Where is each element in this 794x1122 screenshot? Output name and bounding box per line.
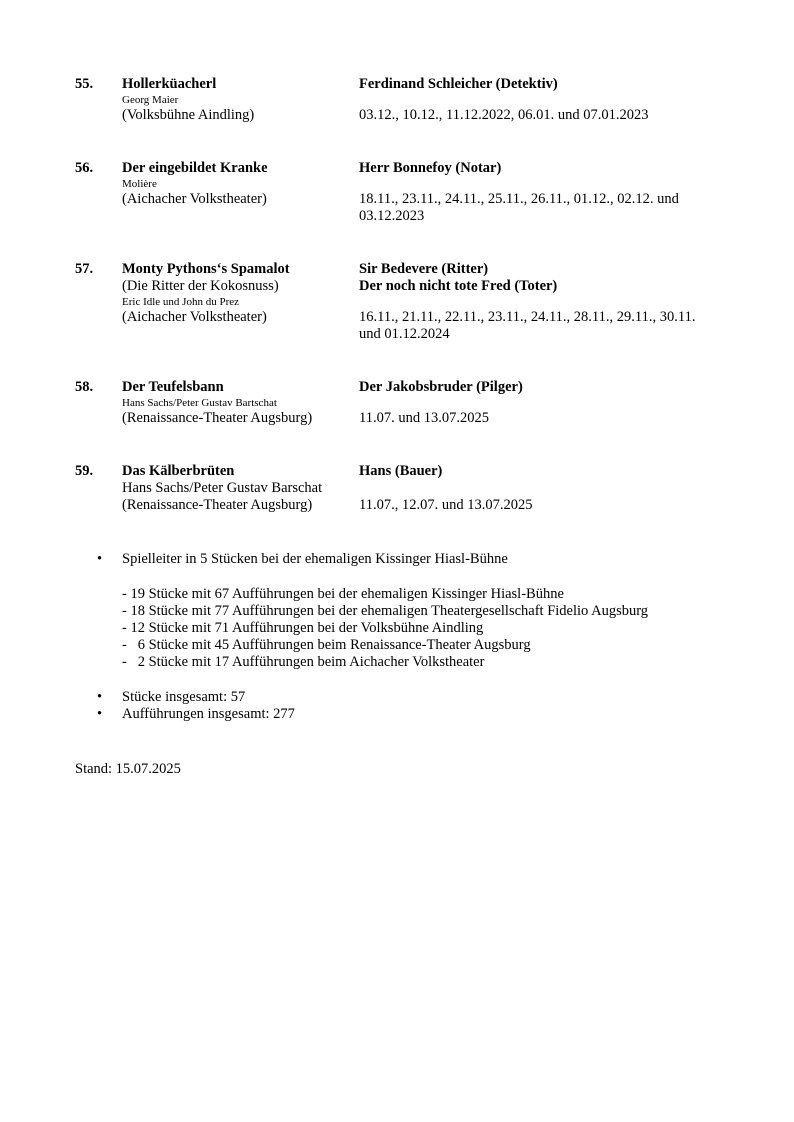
summary-breakdown-list <box>122 586 648 671</box>
play-info <box>122 261 354 326</box>
role-info <box>359 379 719 427</box>
role-name: Herr Bonnefoy (Notar) <box>359 160 502 176</box>
play-author: Hans Sachs/Peter Gustav Bartschat <box>122 397 277 409</box>
stand-date: Stand: 15.07.2025 <box>75 761 181 777</box>
performance-dates: 03.12., 10.12., 11.12.2022, 06.01. und 07.01.2023 <box>359 107 649 123</box>
performance-dates: 11.07. und 13.07.2025 <box>359 410 489 426</box>
total-performances-text: Aufführungen insgesamt: 277 <box>122 706 295 722</box>
play-title: Der Teufelsbann <box>122 379 224 395</box>
play-info <box>122 379 354 427</box>
theater-name: (Aichacher Volkstheater) <box>122 309 267 325</box>
entry-number: 56. <box>75 160 94 176</box>
play-title: Der eingebildet Kranke <box>122 160 268 176</box>
bullet-icon: • <box>97 706 103 722</box>
bullet-icon: • <box>97 689 103 705</box>
play-title: Das Kälberbrüten <box>122 463 235 479</box>
play-info <box>122 160 354 208</box>
play-info <box>122 76 354 124</box>
total-plays-text: Stücke insgesamt: 57 <box>122 689 246 705</box>
breakdown-item: - 19 Stücke mit 67 Aufführungen bei der ehemaligen Kissinger Hiasl-Bühne <box>122 586 564 602</box>
play-subtitle: (Die Ritter der Kokosnuss) <box>122 278 279 294</box>
play-author: Georg Maier <box>122 94 179 106</box>
play-author: Molière <box>122 178 157 190</box>
entry-number: 57. <box>75 261 94 277</box>
breakdown-item: - 6 Stücke mit 45 Aufführungen beim Renaissance-Theater Augsburg <box>122 637 531 653</box>
director-note-text: Spielleiter in 5 Stücken bei der ehemaligen Kissinger Hiasl-Bühne <box>122 551 508 567</box>
play-info <box>122 463 354 514</box>
entry-number: 59. <box>75 463 94 479</box>
play-title: Monty Pythons‘s Spamalot <box>122 261 290 277</box>
theater-name: (Renaissance-Theater Augsburg) <box>122 410 313 426</box>
theater-name: (Renaissance-Theater Augsburg) <box>122 497 313 513</box>
role-name: Ferdinand Schleicher (Detektiv) <box>359 76 558 92</box>
role-info <box>359 463 719 514</box>
role-name: Der Jakobsbruder (Pilger) <box>359 379 523 395</box>
role-name: Hans (Bauer) <box>359 463 443 479</box>
play-author: Eric Idle und John du Prez <box>122 296 239 308</box>
performance-dates: 18.11., 23.11., 24.11., 25.11., 26.11., 01.12., 02.12. und 03.12.2023 <box>359 191 679 224</box>
role-name: Der noch nicht tote Fred (Toter) <box>359 278 558 294</box>
entry-number: 58. <box>75 379 94 395</box>
play-author: Hans Sachs/Peter Gustav Barschat <box>122 480 323 496</box>
role-info <box>359 261 719 343</box>
breakdown-item: - 18 Stücke mit 77 Aufführungen bei der ehemaligen Theatergesellschaft Fidelio Augsburg <box>122 603 649 619</box>
role-info <box>359 160 719 225</box>
entry-number: 55. <box>75 76 94 92</box>
breakdown-item: - 2 Stücke mit 17 Aufführungen beim Aichacher Volkstheater <box>122 654 485 670</box>
play-title: Hollerküacherl <box>122 76 217 92</box>
theater-name: (Volksbühne Aindling) <box>122 107 255 123</box>
role-name: Sir Bedevere (Ritter) <box>359 261 489 277</box>
breakdown-item: - 12 Stücke mit 71 Aufführungen bei der Volksbühne Aindling <box>122 620 484 636</box>
bullet-icon: • <box>97 551 103 567</box>
role-info <box>359 76 719 124</box>
theater-name: (Aichacher Volkstheater) <box>122 191 267 207</box>
performance-dates: 16.11., 21.11., 22.11., 23.11., 24.11., 28.11., 29.11., 30.11. und 01.12.2024 <box>359 309 696 342</box>
performance-dates: 11.07., 12.07. und 13.07.2025 <box>359 497 533 513</box>
